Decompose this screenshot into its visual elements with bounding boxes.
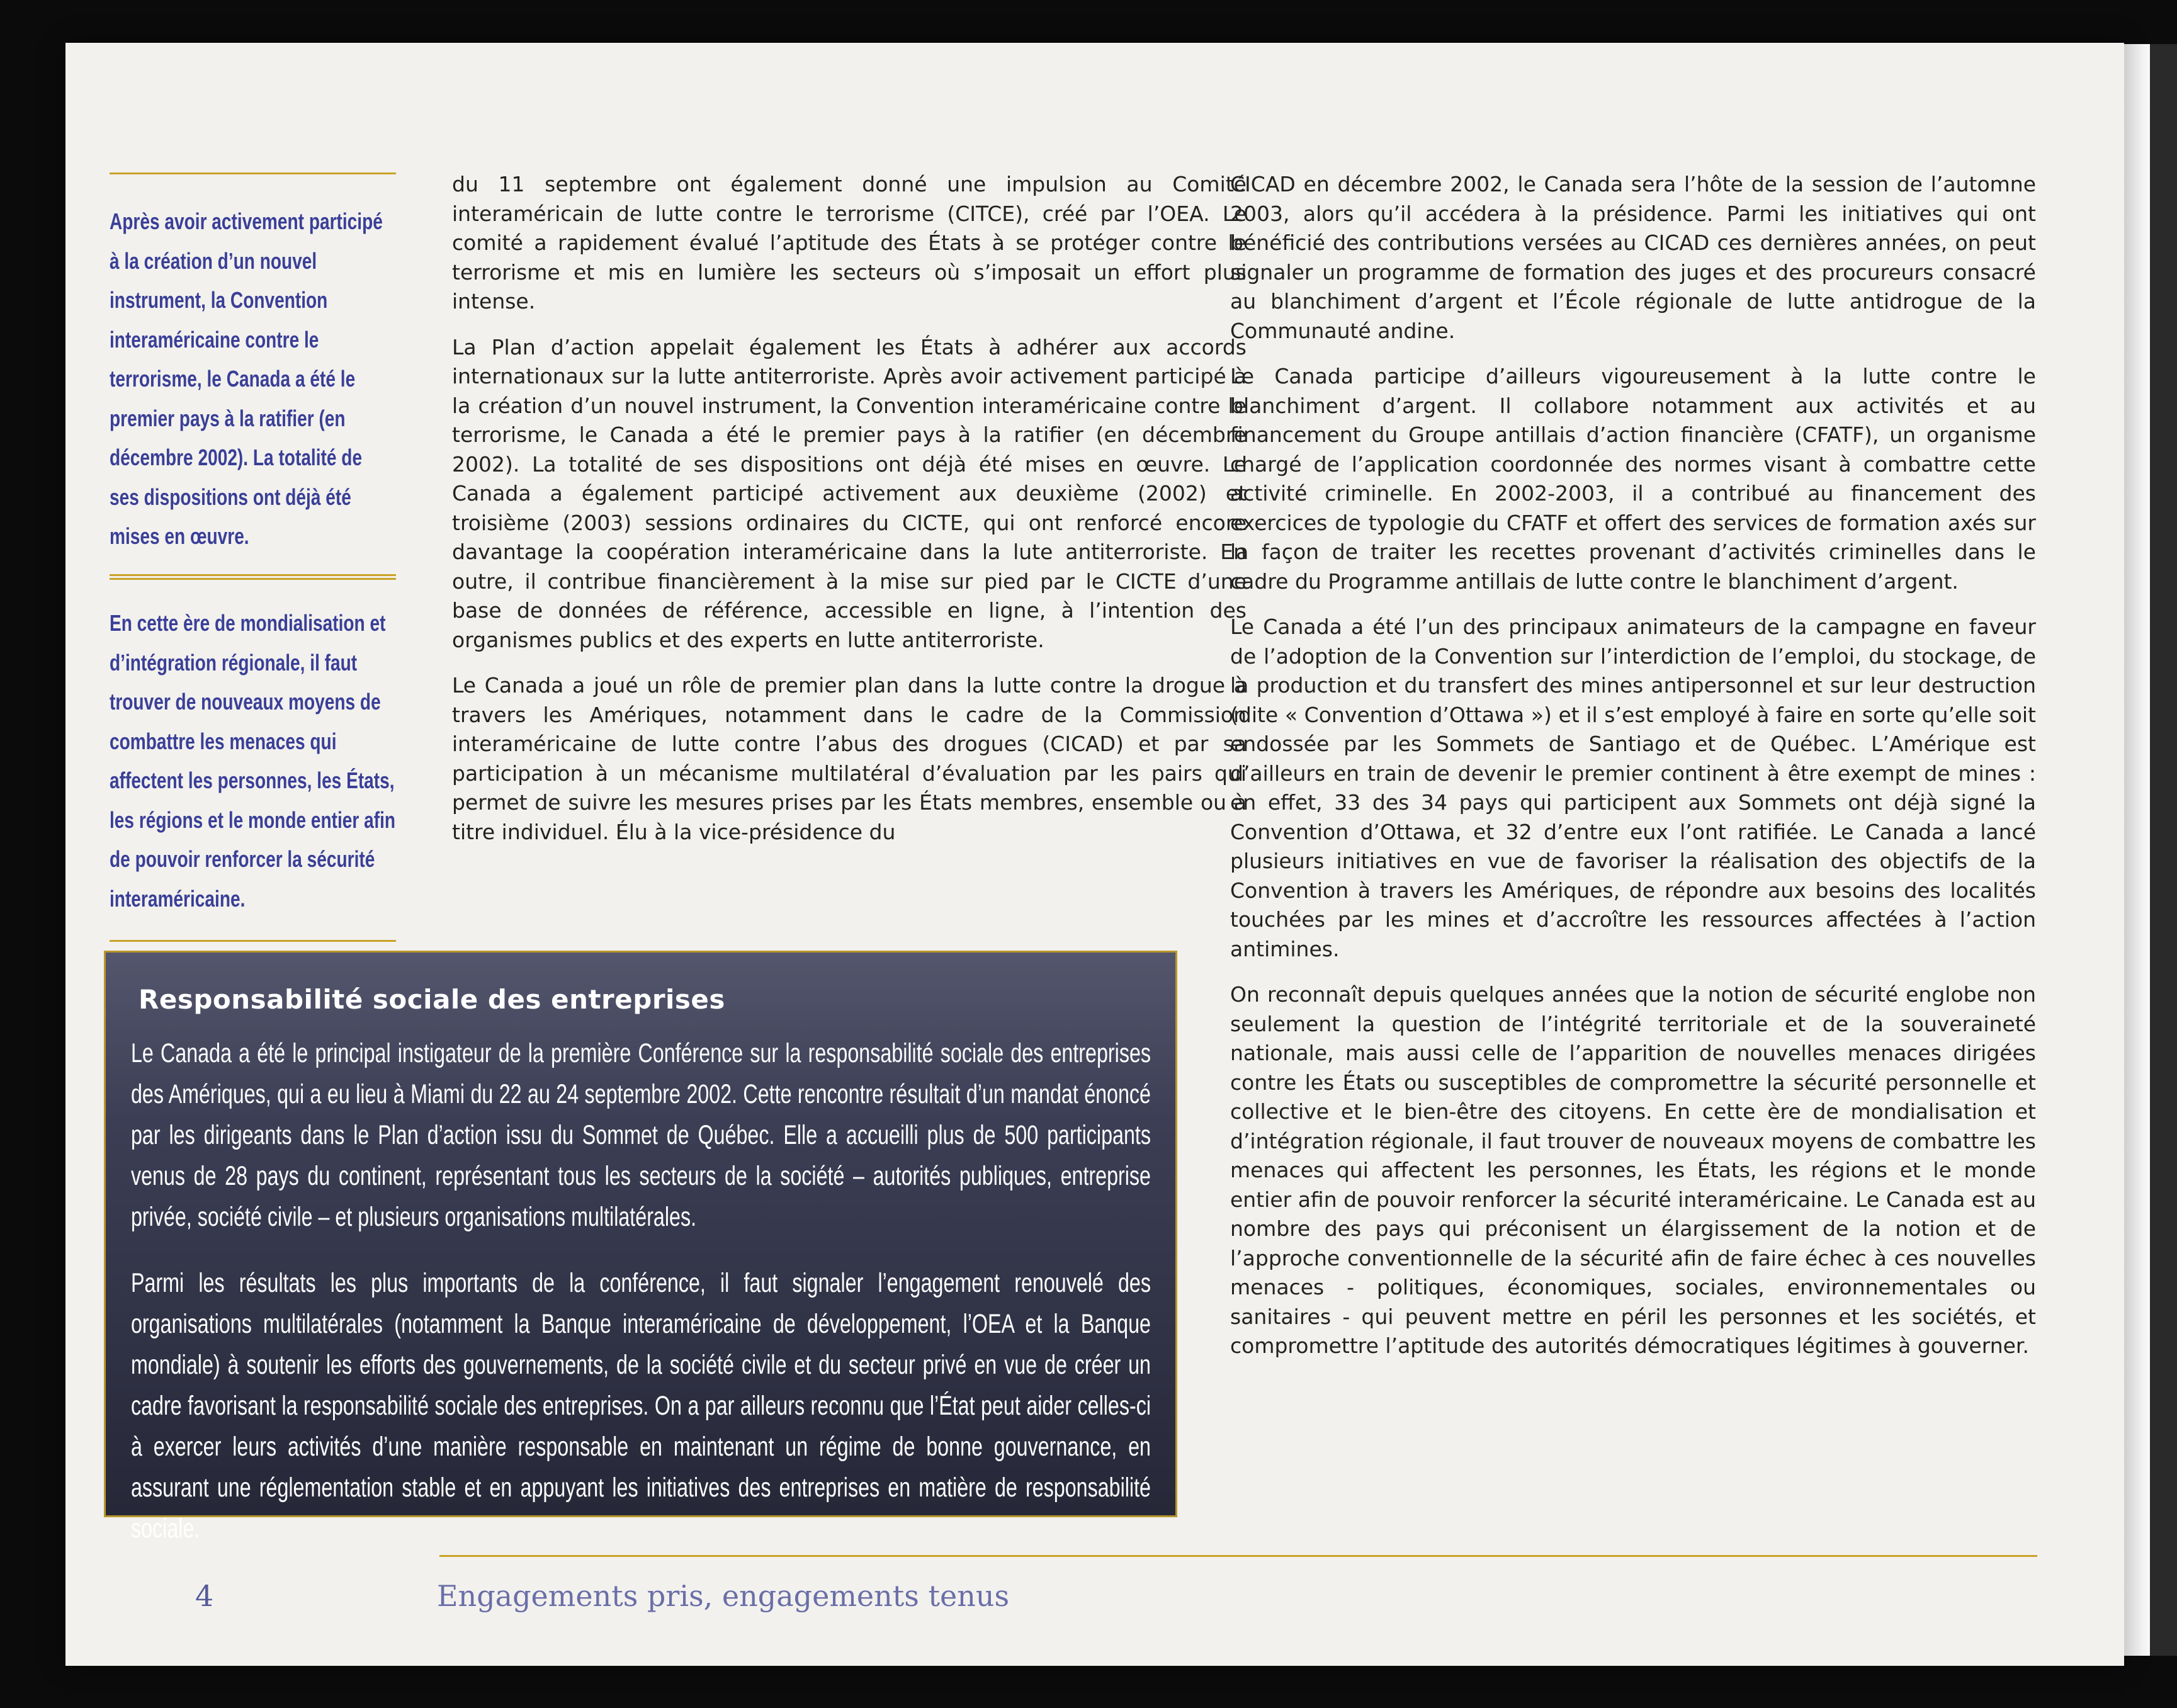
document-page — [65, 43, 2124, 1666]
feature-box-body — [131, 1033, 1151, 1575]
middle-paragraph-1: du 11 septembre ont également donné une impulsion au Comité interaméricain de lutte contre le terrorisme (CITCE), créé par l’OEA. Le comité a rapidement évalué l’aptitude des États à se protéger contre le terrorisme et mis en lumière les secteurs où s’imposait un effort plus intense. — [452, 172, 1247, 314]
binding-edge — [2150, 44, 2177, 1656]
middle-paragraph-2: La Plan d’action appelait également les États à adhérer aux accords internationaux sur la lutte antiterroriste. Après avoir activement participé à la création d’un nouvel instrument, la Convention interaméricaine contre le terrorisme, le Canada a été le premier pays à la ratifier (en décembre 2002). La totalité de ses dispositions ont déjà été mises en œuvre. Le Canada a également participé activement aux deuxième (2002) et troisième (2003) sessions ordinaires du CICTE, qui ont renforcé encore davantage la coopération interaméricaine dans la lute antiterroriste. En outre, il contribue financièrement à la mise sur pied par le CICTE d’une base de données de référence, accessible en ligne, à l’intention des organismes publics et des experts en lutte antiterroriste. — [452, 334, 1247, 652]
sidebar-note-2: En cette ère de mondialisation et d’intégration régionale, il faut trouver de nouveaux moyens de combattre les menaces qui affectent les personnes, les États, les régions et le monde entier afin de pouvoir renforcer la sécurité interaméricaine. — [110, 610, 396, 912]
middle-paragraph-3: Le Canada a joué un rôle de premier plan dans la lutte contre la drogue à travers les Amériques, notamment dans le cadre de la Commission interaméricaine de lutte contre l’abus des drogues (CICAD) et par sa participation à un mécanisme multilatéral d’évaluation par les pairs qui permet de suivre les mesures prises par les États membres, ensemble ou à titre individuel. Élu à la vice-présidence du — [452, 673, 1247, 844]
feature-box-paragraph-1: Le Canada a été le principal instigateur de la première Conférence sur la responsabilité sociale des entreprises des Amériques, qui a eu lieu à Miami du 22 au 24 septembre 2002. Cette rencontre résultait d’un mandat énoncé par les dirigeants dans le Plan d’action issu du Sommet de Québec. Elle a accueilli plus de 500 participants venus de 28 pays du continent, représentant tous les secteurs de la société – autorités publiques, entreprise privée, société civile – et plusieurs organisations multilatérales. — [131, 1038, 1151, 1232]
feature-box-title: Responsabilité sociale des entreprises — [139, 984, 725, 1015]
middle-column — [452, 170, 1247, 863]
right-column — [1230, 170, 2036, 1377]
page-number: 4 — [195, 1579, 214, 1613]
right-paragraph-2: Le Canada participe d’ailleurs vigoureusement à la lutte contre le blanchiment d’argent. Il collabore notamment aux activités et au financement du Groupe antillais d’action financière (CFATF), un organisme chargé de l’application coordonnée des normes visant à combattre cette activité criminelle. En 2002-2003, il a contribué au financement des exercices de typologie du CFATF et offert des services de formation axés sur la façon de traiter les recettes provenant d’activités criminelles dans le cadre du Programme antillais de lutte contre le blanchiment d’argent. — [1230, 364, 2036, 594]
csr-feature-box — [104, 951, 1177, 1544]
running-title: Engagements pris, engagements tenus — [437, 1579, 1010, 1613]
footer-rule — [439, 1555, 2037, 1557]
right-paragraph-3: Le Canada a été l’un des principaux animateurs de la campagne en faveur de l’adoption de la Convention sur l’interdiction de l’emploi, du stockage, de la production et du transfert des mines antipersonnel et sur leur destruction (dite « Convention d’Ottawa ») et il s’est employé à faire en sorte qu’elle soit endossée par les Sommets de Santiago et de Québec. L’Amérique est d’ailleurs en train de devenir le premier continent à être exempt de mines : en effet, 33 des 34 pays qui participent aux Sommets ont déjà signé la Convention d’Ottawa, et 32 d’entre eux l’ont ratifiée. Le Canada a lancé plusieurs initiatives en vue de favoriser la réalisation des objectifs de la Convention à travers les Amériques, de répondre aux besoins des localités touchées par les mines et d’accroître les ressources affectées à l’action antimines. — [1230, 614, 2036, 961]
right-paragraph-1: CICAD en décembre 2002, le Canada sera l’hôte de la session de l’automne 2003, alors qu’il accédera à la présidence. Parmi les initiatives qui ont bénéficié des contributions versées au CICAD ces dernières années, on peut signaler un programme de formation des juges et des procureurs consacré au blanchiment d’argent et l’École régionale de lutte antidrogue de la Communauté andine. — [1230, 172, 2036, 343]
sidebar-note-1: Après avoir activement participé à la création d’un nouvel instrument, la Convention interaméricaine contre le terrorisme, le Canada a été le premier pays à la ratifier (en décembre 2002). La totalité de ses dispositions ont déjà été mises en œuvre. — [110, 208, 383, 549]
sidebar-callout-1 — [110, 172, 396, 580]
feature-box-paragraph-2: Parmi les résultats les plus importants de la conférence, il faut signaler l’engagement renouvelé des organisations multilatérales (notamment la Banque interaméricaine de développement, l’OEA et la Banque mondiale) à soutenir les efforts des gouvernements, de la société civile et du secteur privé en vue de créer un cadre favorisant la responsabilité sociale des entreprises. On a par ailleurs reconnu que l’État peut aider celles-ci à exercer leurs activités d’une manière responsable en maintenant un régime de bonne gouvernance, en assurant une réglementation stable et en appuyant les initiatives des entreprises en matière de responsabilité sociale. — [131, 1268, 1151, 1544]
sidebar-callout-2 — [110, 574, 396, 942]
right-paragraph-4: On reconnaît depuis quelques années que la notion de sécurité englobe non seulement la question de l’intégrité territoriale et de la souveraineté nationale, mais aussi celle de l’apparition de nouvelles menaces dirigées contre les États ou susceptibles de compromettre la sécurité personnelle et collective et le bien-être des citoyens. En cette ère de mondialisation et d’intégration régionale, il faut trouver de nouveaux moyens de combattre les menaces qui affectent les personnes, les États, les régions et le monde entier afin de pouvoir renforcer la sécurité interaméricaine. Le Canada est au nombre des pays qui préconisent un élargissement de la notion et de l’approche conventionnelle de la sécurité afin de faire échec à ces nouvelles menaces - politiques, économiques, sociales, environnementales ou sanitaires - qui peuvent mettre en péril les personnes et les sociétés, et compromettre l’aptitude des autorités démocratiques légitimes à gouverner. — [1230, 982, 2036, 1358]
